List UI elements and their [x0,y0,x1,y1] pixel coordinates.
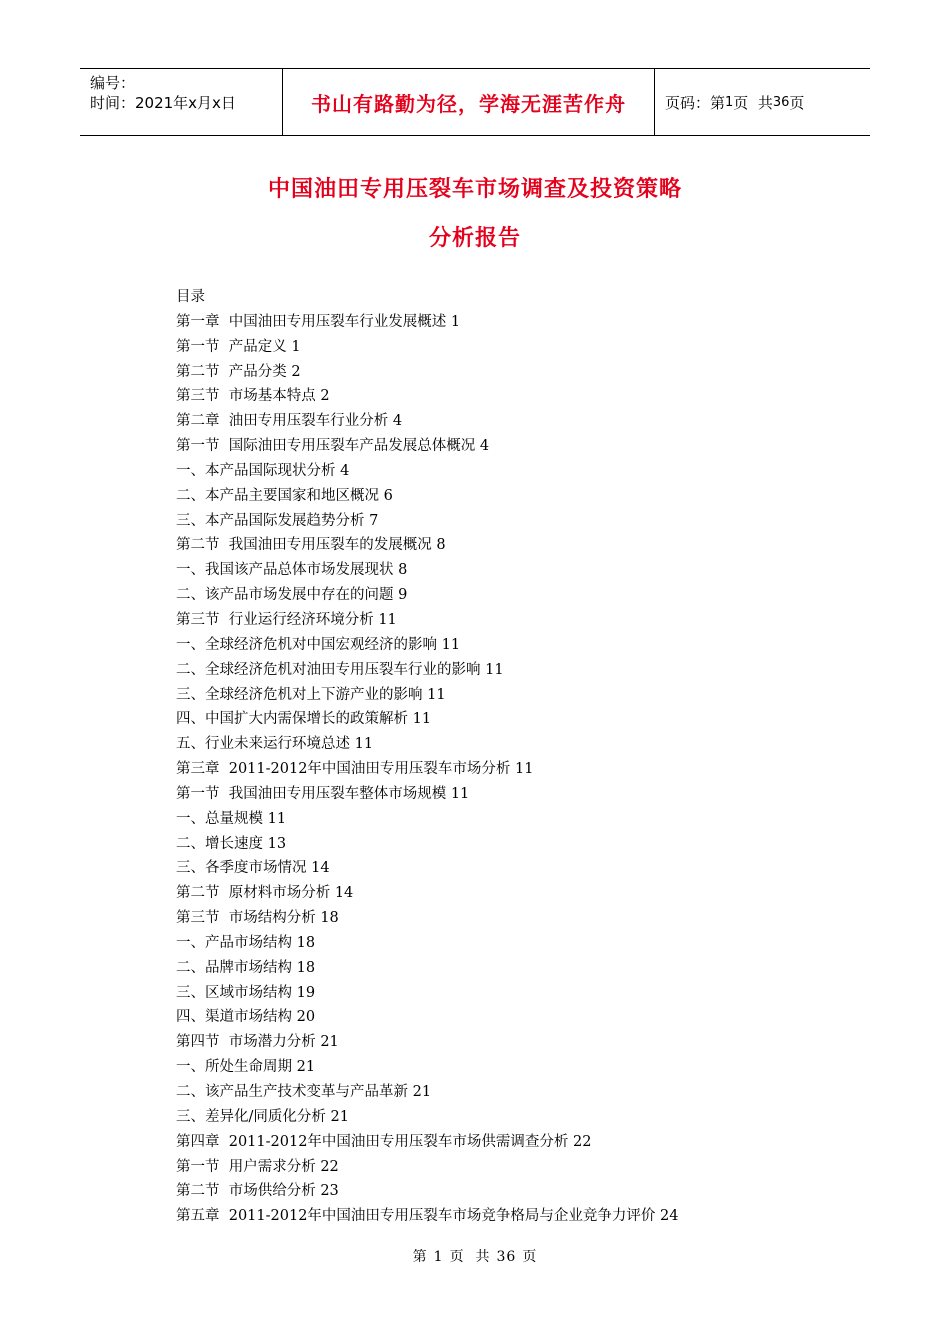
toc-entry: 第一节 国际油田专用压裂车产品发展总体概况 4 [176,438,490,455]
toc-entry: 第一节 我国油田专用压裂车整体市场规模 11 [176,785,470,802]
footer-current: 1 [433,1249,444,1265]
toc-entry: 第三节 市场结构分析 18 [176,910,339,927]
toc-entry: 第一章 中国油田专用压裂车行业发展概述 1 [176,313,461,330]
document-title-line-2: 分析报告 [428,226,521,251]
footer-prefix: 第 [412,1249,428,1265]
toc-entry: 一、所处生命周期 21 [176,1059,316,1076]
header-motto: 书山有路勤为径，学海无涯苦作舟 [282,69,655,135]
page-suffix: 页 [789,93,805,112]
page-mid: 页 共 [733,93,773,112]
toc-entry: 第三章 2011-2012年中国油田专用压裂车市场分析 11 [176,761,534,778]
toc-entry: 第二节 原材料市场分析 14 [176,885,354,902]
toc-entry: 二、全球经济危机对油田专用压裂车行业的影响 11 [176,661,504,678]
toc-entry: 二、该产品市场发展中存在的问题 9 [176,587,408,604]
toc-entry: 第一节 用户需求分析 22 [176,1158,339,1175]
document-number-label: 编号： [90,74,136,92]
page-prefix: 页码：第 [665,93,726,112]
header-page-counter [655,69,870,135]
toc-entry: 三、各季度市场情况 14 [176,860,330,877]
toc-entry: 一、本产品国际现状分析 4 [176,462,350,479]
toc-entry: 一、总量规模 11 [176,810,287,827]
toc-entry: 第二节 市场供给分析 23 [176,1183,339,1200]
toc-entry: 四、渠道市场结构 20 [176,1009,316,1026]
toc-entry: 三、区域市场结构 19 [176,984,316,1001]
toc-entry: 第二节 我国油田专用压裂车的发展概况 8 [176,537,446,554]
toc-entry: 第一节 产品定义 1 [176,338,301,355]
toc-entry: 三、本产品国际发展趋势分析 7 [176,512,379,529]
toc-entry: 第五章 2011-2012年中国油田专用压裂车市场竞争格局与企业竞争力评价 24 [176,1208,679,1225]
toc-entry: 第四节 市场潜力分析 21 [176,1034,339,1051]
toc-entry: 二、增长速度 13 [176,835,287,852]
toc-entry: 一、全球经济危机对中国宏观经济的影响 11 [176,636,461,653]
table-of-contents [176,285,876,1229]
document-title-line-1: 中国油田专用压裂车市场调查及投资策略 [267,177,682,202]
toc-entry: 一、我国该产品总体市场发展现状 8 [176,562,408,579]
toc-entry: 四、中国扩大内需保增长的政策解析 11 [176,711,432,728]
toc-entry: 第四章 2011-2012年中国油田专用压裂车市场供需调查分析 22 [176,1133,592,1150]
toc-heading: 目录 [176,289,205,305]
toc-entry: 五、行业未来运行环境总述 11 [176,736,374,753]
toc-entry: 二、本产品主要国家和地区概况 6 [176,487,393,504]
document-time: 时间：2021年x月x日 [90,94,236,112]
footer-total: 36 [496,1249,517,1265]
footer-suffix: 页 [522,1249,538,1265]
toc-entry: 第二节 产品分类 2 [176,363,301,380]
toc-entry: 一、产品市场结构 18 [176,934,316,951]
page-footer [0,1246,950,1266]
toc-entry: 第二章 油田专用压裂车行业分析 4 [176,413,403,430]
toc-entry: 第三节 行业运行经济环境分析 11 [176,611,397,628]
toc-entry: 三、全球经济危机对上下游产业的影响 11 [176,686,446,703]
header-meta [80,69,282,135]
page-header [80,68,870,136]
toc-entry: 二、该产品生产技术变革与产品革新 21 [176,1084,432,1100]
toc-entry: 第三节 市场基本特点 2 [176,388,330,405]
toc-entry: 二、品牌市场结构 18 [176,959,316,976]
page-total: 36 [772,94,790,110]
footer-mid: 页 共 [449,1249,491,1265]
toc-entry: 三、差异化/同质化分析 21 [176,1108,349,1125]
page-current: 1 [725,94,734,110]
